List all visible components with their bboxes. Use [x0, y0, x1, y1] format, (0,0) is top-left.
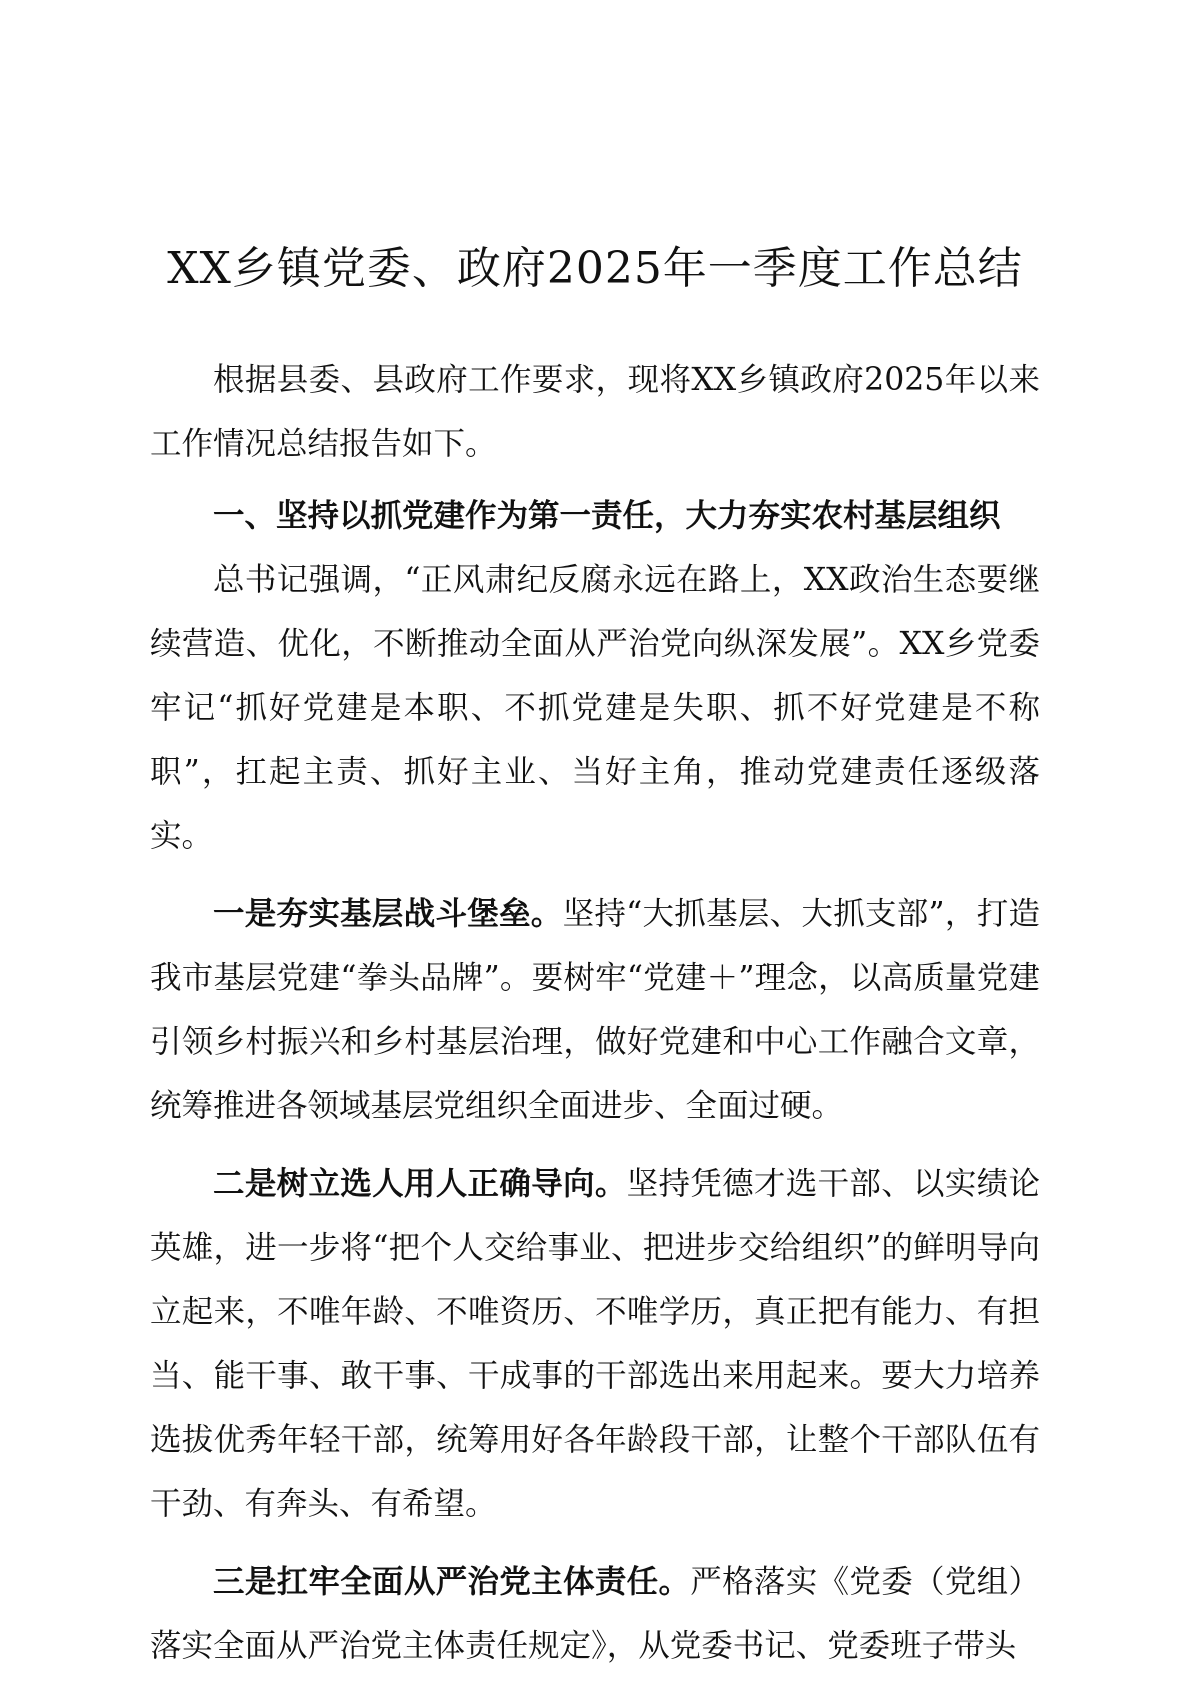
section-heading: 一、坚持以抓党建作为第一责任，大力夯实农村基层组织	[213, 497, 1001, 534]
item-text-3: 严格落实《党委（党组）落实全面从严治党主体责任规定》，从党委书记、党委班子带头	[150, 1564, 1040, 1664]
item-paragraph-3	[150, 1550, 1040, 1678]
item-lead-1: 一是夯实基层战斗堡垒。	[213, 895, 563, 932]
item-lead-2: 二是树立选人用人正确导向。	[213, 1165, 627, 1202]
item-paragraph-1	[150, 882, 1040, 1138]
item-text-1: 坚持“大抓基层、大抓支部”，打造我市基层党建“拳头品牌”。要树牢“党建＋”理念，以高质量党建引领乡村振兴和乡村基层治理，做好党建和中心工作融合文章，统筹推进各领域基层党组织全面进步、全面过硬。	[150, 896, 1040, 1124]
section-paragraph: 总书记强调，“正风肃纪反腐永远在路上，XX政治生态要继续营造、优化，不断推动全面从严治党向纵深发展”。XX乡党委牢记“抓好党建是本职、不抓党建是失职、抓不好党建是不称职”，扛起主责、抓好主业、当好主角，推动党建责任逐级落实。	[150, 562, 1040, 854]
item-paragraph-2	[150, 1152, 1040, 1536]
intro-paragraph: 根据县委、县政府工作要求，现将XX乡镇政府2025年以来工作情况总结报告如下。	[150, 362, 1040, 462]
document-title: XX乡镇党委、政府2025年一季度工作总结	[167, 243, 1023, 295]
item-text-2: 坚持凭德才选干部、以实绩论英雄，进一步将“把个人交给事业、把进步交给组织”的鲜明导向立起来，不唯年龄、不唯资历、不唯学历，真正把有能力、有担当、能干事、敢干事、干成事的干部选出来用起来。要大力培养选拔优秀年轻干部，统筹用好各年龄段干部，让整个干部队伍有干劲、有奔头、有希望。	[150, 1166, 1040, 1522]
document-body	[150, 348, 1040, 1678]
item-lead-3: 三是扛牢全面从严治党主体责任。	[213, 1563, 691, 1600]
